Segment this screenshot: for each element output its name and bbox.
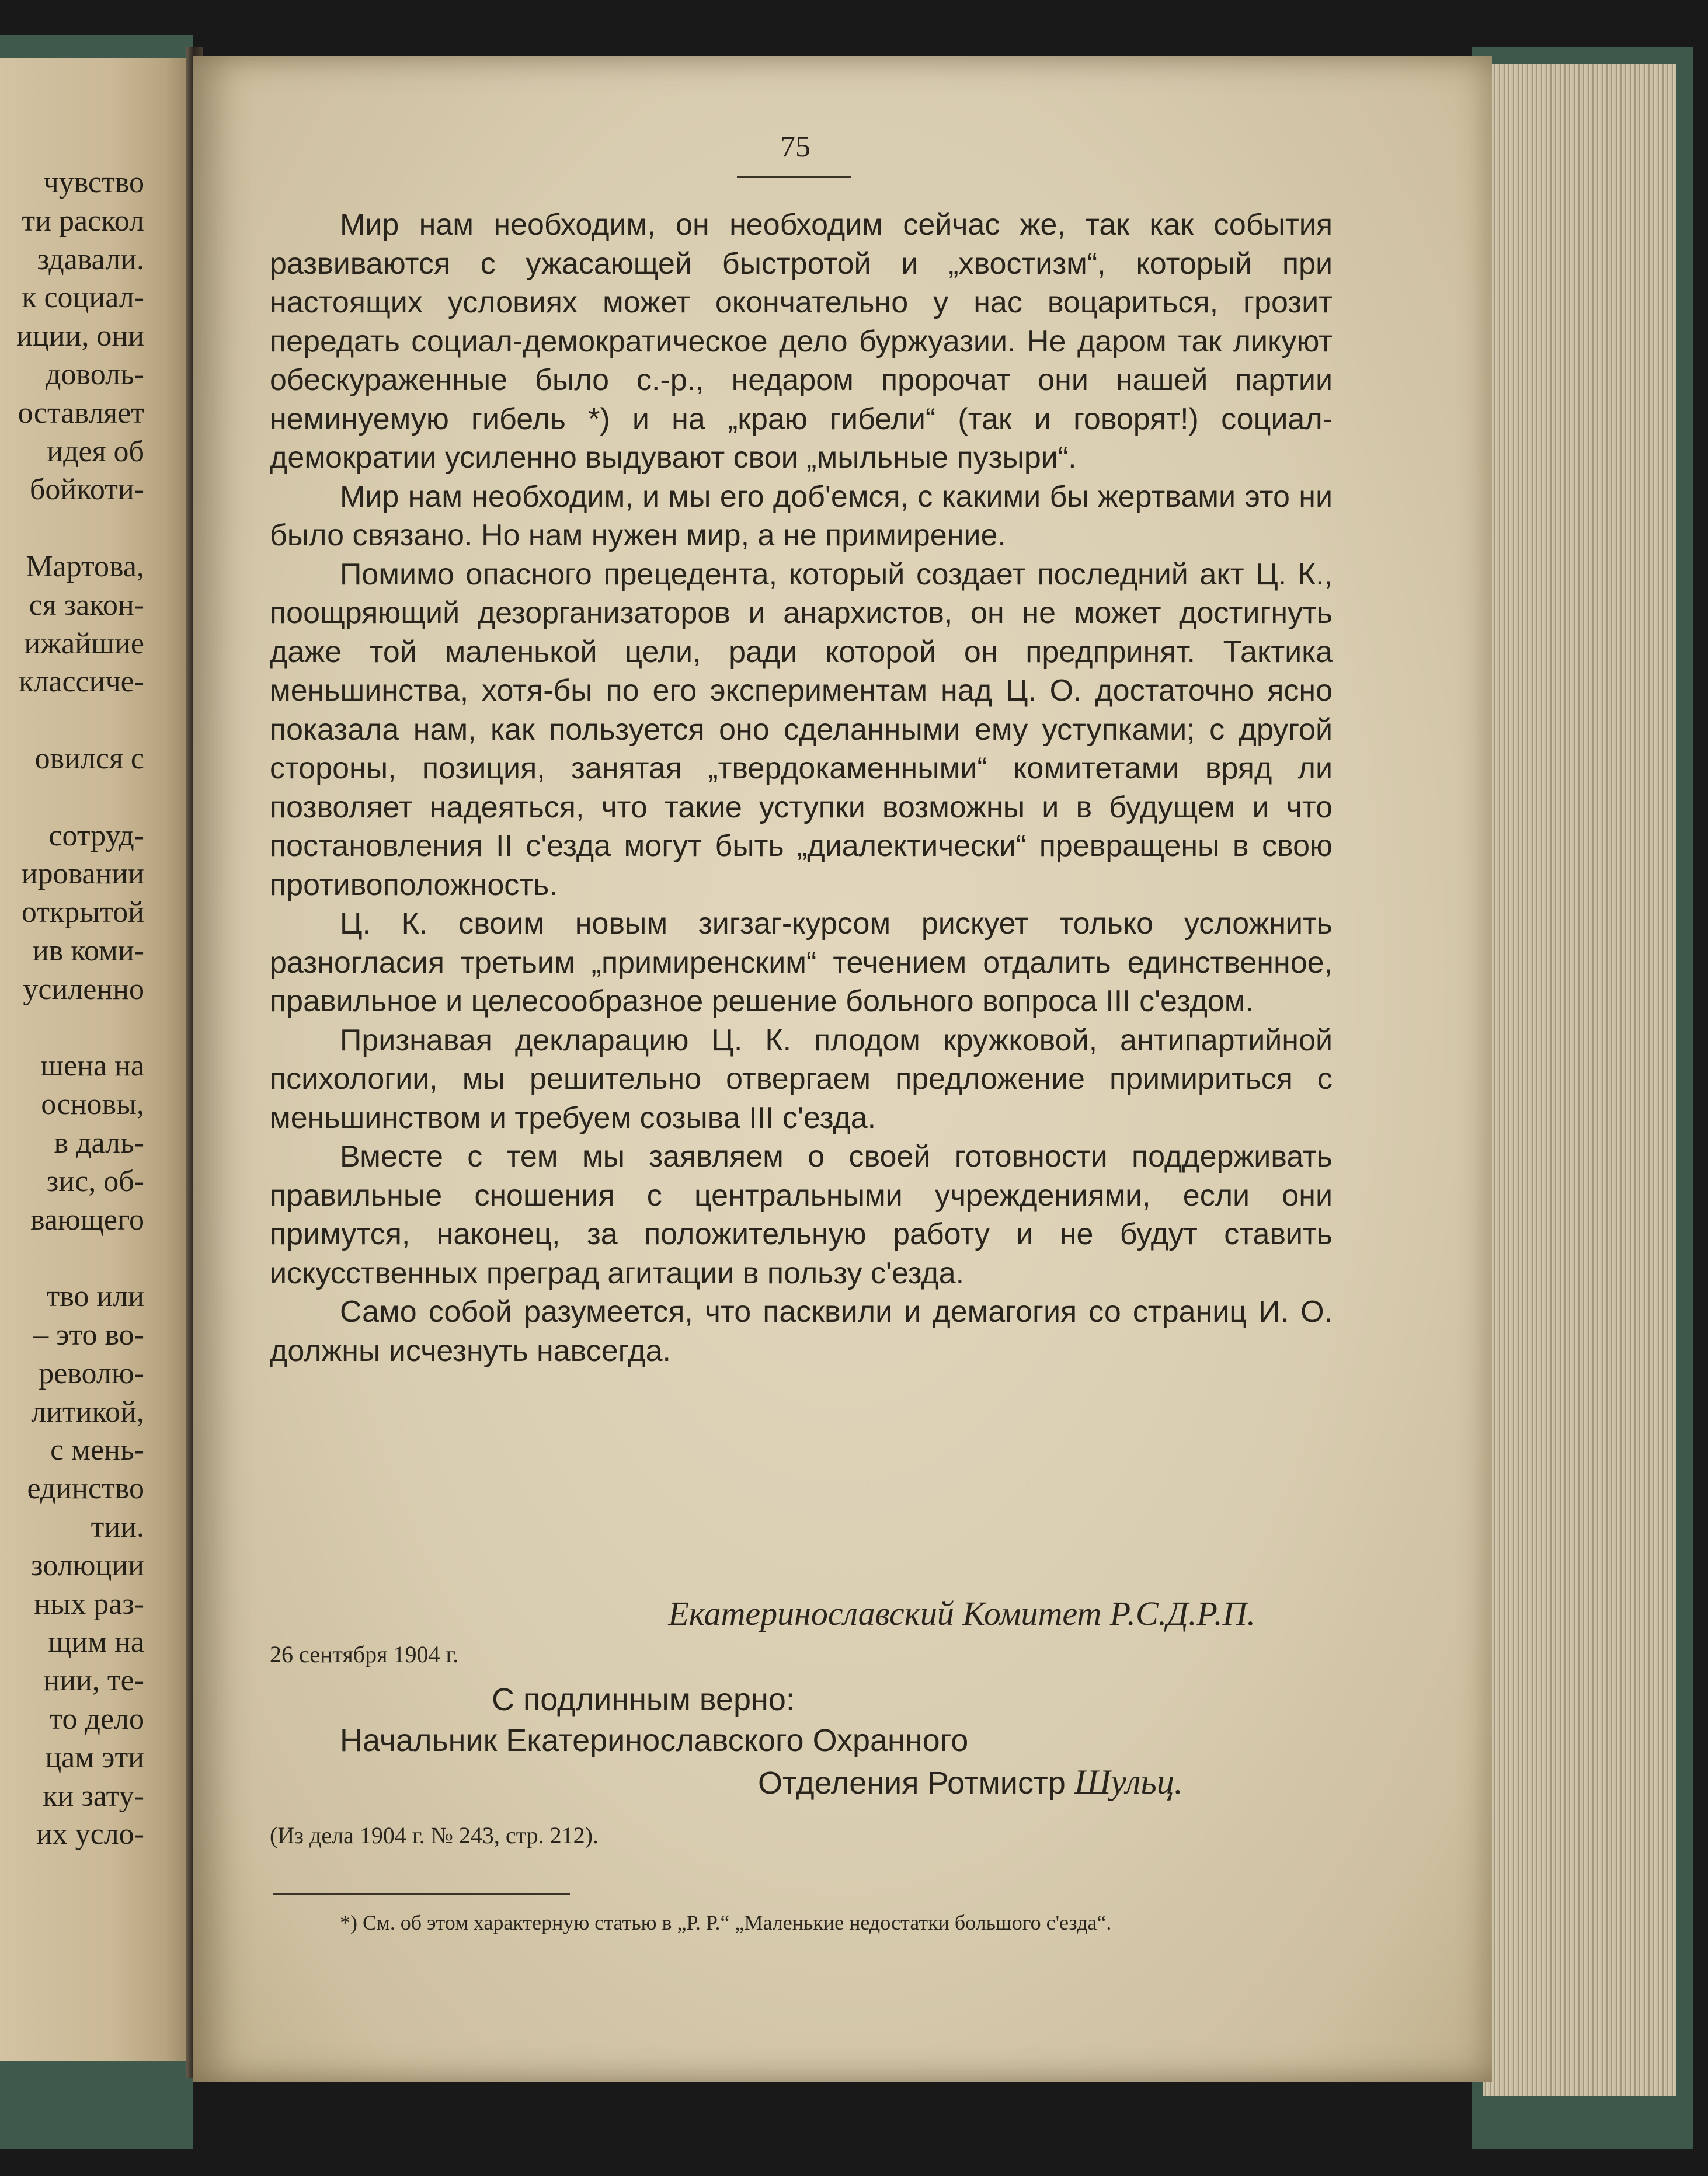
left-page-line: то дело (49, 1702, 144, 1736)
paragraph: Признавая декларацию Ц. К. плодом кружковой, антипартийной психологии, мы решительно отвергаем предложение примириться с меньшинством и требуем созыва III с'езда. (270, 1023, 1333, 1135)
left-page-line: доволь- (46, 358, 144, 391)
left-page-line: к социал- (22, 281, 144, 315)
left-page-line: тво или (46, 1280, 144, 1314)
left-page-line: с мень- (50, 1433, 144, 1467)
left-page-line: в даль- (54, 1126, 144, 1160)
left-page-line: бойкоти- (29, 473, 144, 507)
left-page-line: классиче- (19, 665, 144, 699)
left-page-line: открытой (21, 896, 144, 929)
left-page-line: сотруд- (48, 819, 144, 852)
left-page-line: ти раскол (22, 204, 144, 238)
footnote: *) См. об этом характерную статью в „Р. Р.“ „Маленькие недостатки большого с'езда“. (340, 1911, 1112, 1934)
left-page-line: единство (27, 1472, 144, 1506)
left-page-line: идея об (47, 434, 144, 468)
left-page-line: ижайшие (24, 626, 144, 660)
left-page-line: здавали. (37, 242, 144, 276)
page-body (270, 206, 1333, 1370)
left-page-line: чувство (43, 166, 144, 199)
left-page-line: шена на (40, 1049, 144, 1083)
letter-date: 26 сентября 1904 г. (270, 1641, 459, 1667)
left-page-line: тии. (91, 1510, 144, 1544)
official-title-line2 (758, 1762, 1183, 1802)
committee-signature: Екатеринославский Комитет Р.С.Д.Р.П. (668, 1594, 1255, 1632)
archive-source: (Из дела 1904 г. № 243, стр. 212). (270, 1822, 599, 1848)
left-page-line: основы, (41, 1088, 144, 1122)
paragraph: Вместе с тем мы заявляем о своей готовности поддерживать правильные сношения с центральными учреждениями, если они примутся, наконец, за положительную работу и не будут ставить искусственных преград агитации в пользу с'езда. (270, 1140, 1333, 1290)
page-edges (1483, 64, 1676, 2096)
paragraph: Мир нам необходим, и мы его доб'емся, с какими бы жертвами это ни было связано. Но нам нужен мир, а не примирение. (270, 479, 1333, 552)
left-page-line: цам эти (45, 1740, 144, 1774)
official-name: Шульц. (1074, 1763, 1183, 1801)
left-page-line: ив коми- (32, 934, 144, 967)
left-page-line: – это во- (33, 1318, 144, 1352)
left-page-line: оставляет (18, 396, 144, 430)
footnote-rule (273, 1893, 570, 1895)
certification-line: С подлинным верно: (492, 1682, 795, 1717)
paragraph: Само собой разумеется, что пасквили и демагогия со страниц И. О. должны исчезнуть навсегда. (270, 1295, 1333, 1368)
left-page-line: зис, об- (46, 1164, 144, 1198)
left-page (0, 58, 188, 2061)
left-page-line: ных раз- (34, 1587, 144, 1621)
left-page-line: литикой, (31, 1395, 144, 1429)
page-number-rule (737, 176, 851, 178)
left-page-line: ся закон- (29, 588, 144, 622)
left-page-line: ки зату- (43, 1779, 144, 1813)
left-page-line: ировании (21, 857, 144, 891)
left-page-line: вающего (30, 1203, 144, 1237)
left-page-line: овился с (34, 742, 144, 775)
paragraph: Ц. К. своим новым зигзаг-курсом рискует только усложнить разногласия третьим „примиренским“ течением отдалить единственное, правильное и целесообразное решение больного вопроса III с'ездом. (270, 907, 1333, 1018)
paragraph: Помимо опасного прецедента, который создает последний акт Ц. К., поощряющий дезорганизаторов и анархистов, он не может достигнуть даже той маленькой цели, ради которой он предпринят. Тактика меньшинства, хотя-бы по его экспериментам над Ц. О. достаточно ясно показала нам, как пользуется оно сделанными ему уступками; с другой стороны, позиция, занятая „твердокаменными“ комитетами вряд ли позволяет надеяться, что такие уступки возможны и в будущем и что постановления II с'езда могут быть „диалектически“ превращены в свою противоположность. (270, 557, 1333, 902)
left-page-line: их усло- (36, 1818, 144, 1851)
left-page-line: золюции (31, 1548, 144, 1582)
official-title-line1: Начальник Екатеринославского Охранного (340, 1723, 969, 1758)
left-page-line: иции, они (16, 319, 144, 353)
left-page-line: усиленно (23, 972, 144, 1006)
left-page-line: нии, те- (43, 1664, 144, 1698)
page-number: 75 (780, 130, 810, 163)
left-page-line: щим на (48, 1625, 144, 1659)
paragraph: Мир нам необходим, он необходим сейчас же, так как события развиваются с ужасающей быстротой и „хвостизм“, который при настоящих условиях может окончательно у нас воцариться, грозит передать социал-демократическое дело буржуазии. Не даром так ликуют обескураженные было с.-р., недаром пророчат они нашей партии неминуемую гибель *) и на „краю гибели“ (так и говорят!) социал-демократии усиленно выдувают свои „мыльные пузыри“. (270, 208, 1333, 475)
left-page-line: револю- (39, 1356, 144, 1390)
left-page-line: Мартова, (26, 550, 144, 583)
official-position: Отделения Ротмистр (758, 1766, 1066, 1801)
